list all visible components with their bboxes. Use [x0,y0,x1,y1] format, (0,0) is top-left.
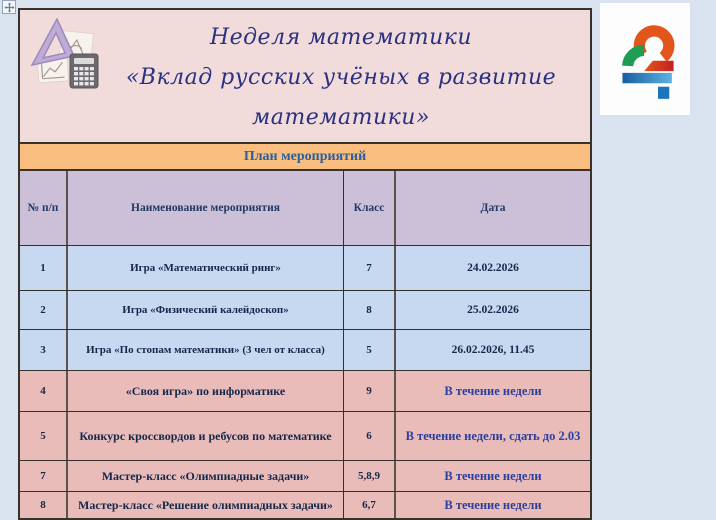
table-row [20,290,590,329]
events-plan-table [18,8,592,520]
cell-num: 5 [20,412,68,460]
plan-band-label: План мероприятий [243,148,367,164]
cell-num: 4 [20,371,68,411]
cell-date: 26.02.2026, 11.45 [396,330,590,370]
cell-name: «Своя игра» по информатике [68,371,344,411]
table-row [20,370,590,411]
cell-class: 8 [344,291,396,329]
table-move-handle[interactable] [2,0,16,14]
table-row [20,460,590,491]
title-block [20,10,590,142]
cell-date: В течение недели [396,492,590,518]
cell-class: 7 [344,246,396,290]
math-tools-icon [30,18,104,92]
cell-num: 1 [20,246,68,290]
cell-class: 5 [344,330,396,370]
cell-name: Мастер-класс «Решение олимпиадных задачи» [68,492,344,518]
table-row [20,245,590,290]
column-header-name: Наименование мероприятия [68,171,344,245]
cell-num: 8 [20,492,68,518]
cell-class: 5,8,9 [344,461,396,491]
table-body [20,245,590,518]
column-header-class: Класс [344,171,396,245]
move-arrows-icon [4,2,15,13]
column-header-date: Дата [480,202,506,214]
school-logo [600,3,690,115]
cell-date: В течение недели [396,371,590,411]
title-line-2: «Вклад русских учёных в развитие математики» [125,65,557,130]
cell-class: 9 [344,371,396,411]
cell-class: 6 [344,412,396,460]
cell-name: Игра «Математический ринг» [68,246,344,290]
table-header-row [20,171,590,245]
title-line-1: Неделя математики [209,25,473,50]
plan-band [20,142,590,171]
cell-num: 3 [20,330,68,370]
table-row [20,329,590,370]
calculator-icon [70,54,98,88]
cell-date: В течение недели, сдать до 2.03 [396,412,590,460]
cell-date: 25.02.2026 [396,291,590,329]
table-row [20,411,590,460]
cell-name: Игра «По стопам математики» (3 чел от класса) [68,330,344,370]
cell-name: Конкурс кроссвордов и ребусов по математике [68,412,344,460]
cell-class: 6,7 [344,492,396,518]
table-row [20,491,590,518]
cell-date: 24.02.2026 [396,246,590,290]
cell-name: Мастер-класс «Олимпиадные задачи» [68,461,344,491]
logo-42-icon [606,9,684,109]
cell-name: Игра «Физический калейдоскоп» [68,291,344,329]
cell-num: 2 [20,291,68,329]
set-square-icon [32,19,74,65]
cell-date: В течение недели [396,461,590,491]
cell-num: 7 [20,461,68,491]
document-title [20,10,590,138]
column-header-num: № п/п [20,171,68,245]
